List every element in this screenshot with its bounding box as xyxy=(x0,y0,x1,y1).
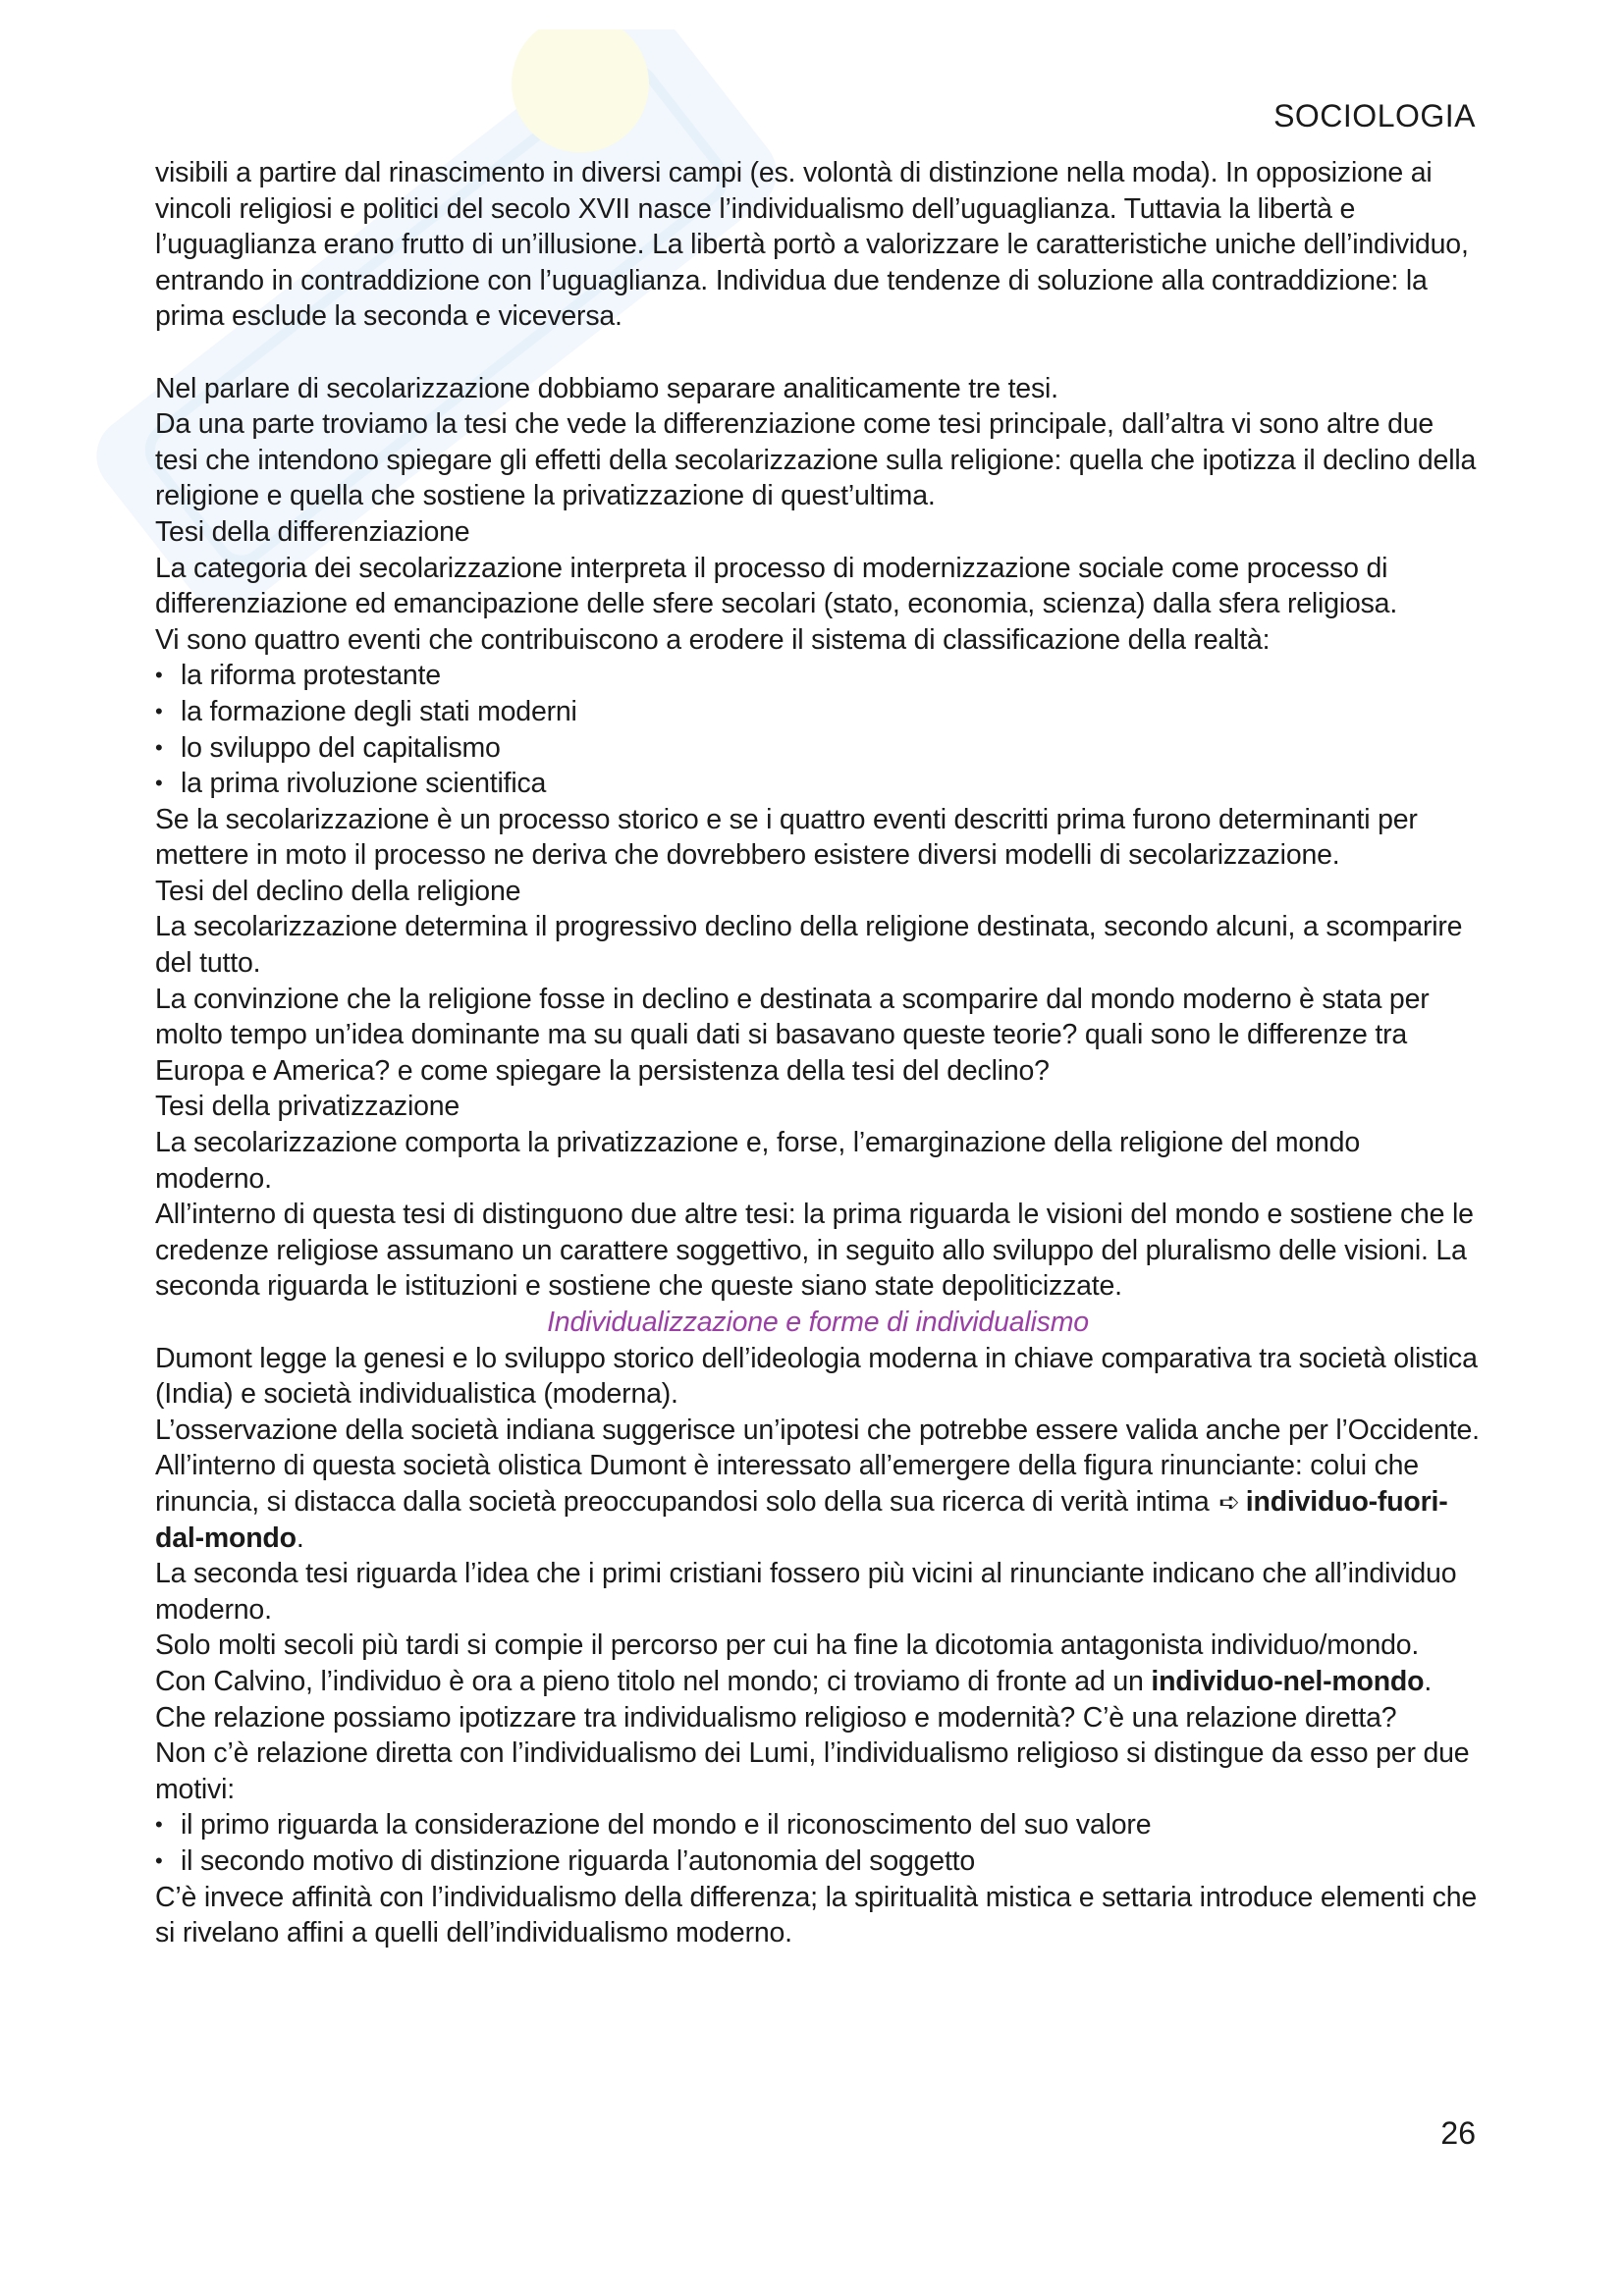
paragraph xyxy=(155,1413,1481,1556)
paragraph: Non c’è relazione diretta con l’individualismo dei Lumi, l’individualismo religioso si distingue da esso per due motivi: xyxy=(155,1737,1470,1805)
paragraph: Da una parte troviamo la tesi che vede la differenziazione come tesi principale, dall’altra vi sono altre due tesi che intendono spiegare gli effetti della secolarizzazione sulla religione: quella che ipotizza il declino della religione e quella che sostiene la privatizzazione di quest’ultima. xyxy=(155,408,1477,512)
page-header-title: SOCIOLOGIA xyxy=(1273,98,1476,133)
list-item: • il primo riguarda la considerazione del mondo e il riconoscimento del suo valore xyxy=(155,1807,1481,1843)
paragraph: Che relazione possiamo ipotizzare tra individualismo religioso e modernità? C’è una relazione diretta? xyxy=(155,1701,1397,1734)
paragraph-text: Con Calvino, l’individuo è ora a pieno titolo nel mondo; ci troviamo di fronte ad un xyxy=(155,1665,1144,1697)
arrow-right-icon: ➪ xyxy=(1218,1486,1240,1517)
punctuation: . xyxy=(296,1522,304,1554)
bold-term: individuo-fuori-dal-mondo xyxy=(155,1485,1448,1554)
paragraph-text: L’osservazione della società indiana suggerisce un’ipotesi che potrebbe essere valida anche per l’Occidente. All’interno di questa società olistica Dumont è interessato all’emergere della figura rinunciante: colui che rinuncia, si distacca dalla società preoccupandosi solo della sua ricerca di verità intima xyxy=(155,1414,1480,1518)
list-item: • il secondo motivo di distinzione riguarda l’autonomia del soggetto xyxy=(155,1843,1481,1880)
subheading-privatizzazione: Tesi della privatizzazione xyxy=(155,1091,460,1123)
paragraph: La convinzione che la religione fosse in declino e destinata a scomparire dal mondo moderno è stata per molto tempo un’idea dominante ma su quali dati si basavano queste teorie? quali sono le differenze tra Europa e America? e come spiegare la persistenza della tesi del declino? xyxy=(155,983,1430,1087)
bold-term: individuo-nel-mondo xyxy=(1151,1665,1425,1697)
paragraph-spacer xyxy=(155,335,1481,371)
paragraph: La secolarizzazione determina il progressivo declino della religione destinata, secondo alcuni, a scomparire del tutto. xyxy=(155,911,1463,980)
list-item: • la formazione degli stati moderni xyxy=(155,694,1481,730)
paragraph: C’è invece affinità con l’individualismo della differenza; la spiritualità mistica e settaria introduce elementi che si rivelano affini a quelli dell’individualismo moderno. xyxy=(155,1881,1478,1949)
subheading-declino: Tesi del declino della religione xyxy=(155,875,521,907)
paragraph: Se la secolarizzazione è un processo storico e se i quattro eventi descritti prima furono determinanti per mettere in moto il processo ne deriva che dovrebbero esistere diversi modelli di secolarizzazione. xyxy=(155,803,1418,872)
paragraph: La seconda tesi riguarda l’idea che i primi cristiani fossero più vicini al rinunciante indicano che all’individuo moderno. xyxy=(155,1558,1457,1626)
motives-list xyxy=(155,1807,1481,1879)
paragraph xyxy=(155,1664,1481,1700)
list-item: • lo sviluppo del capitalismo xyxy=(155,730,1481,767)
paragraph: Vi sono quattro eventi che contribuiscono a erodere il sistema di classificazione della realtà: xyxy=(155,623,1271,656)
events-list xyxy=(155,658,1481,801)
page-number: 26 xyxy=(1440,2115,1476,2151)
list-item: • la riforma protestante xyxy=(155,658,1481,694)
paragraph: La categoria dei secolarizzazione interpreta il processo di modernizzazione sociale come processo di differenziazione ed emancipazione delle sfere secolari (stato, economia, scienza) dalla sfera religiosa. xyxy=(155,552,1398,620)
subheading-differenziazione: Tesi della differenziazione xyxy=(155,515,470,548)
document-body xyxy=(155,155,1481,1951)
section-title: Individualizzazione e forme di individualismo xyxy=(547,1307,1089,1338)
paragraph: La secolarizzazione comporta la privatizzazione e, forse, l’emarginazione della religione del mondo moderno. xyxy=(155,1127,1360,1195)
paragraph: Solo molti secoli più tardi si compie il percorso per cui ha fine la dicotomia antagonista individuo/mondo. xyxy=(155,1629,1420,1662)
paragraph: Dumont legge la genesi e lo sviluppo storico dell’ideologia moderna in chiave comparativa tra società olistica (India) e società individualistica (moderna). xyxy=(155,1342,1478,1411)
paragraph: visibili a partire dal rinascimento in diversi campi (es. volontà di distinzione nella moda). In opposizione ai vincoli religiosi e politici del secolo XVII nasce l’individualismo dell’uguaglianza. Tuttavia la libertà e l’uguaglianza erano frutto di un’illusione. La libertà portò a valorizzare le caratteristiche uniche dell’individuo, entrando in contraddizione con l’uguaglianza. Individua due tendenze di soluzione alla contraddizione: la prima esclude la seconda e viceversa. xyxy=(155,157,1469,333)
punctuation: . xyxy=(1424,1665,1433,1697)
paragraph: Nel parlare di secolarizzazione dobbiamo separare analiticamente tre tesi. xyxy=(155,372,1058,404)
list-item: • la prima rivoluzione scientifica xyxy=(155,766,1481,802)
paragraph: All’interno di questa tesi di distinguono due altre tesi: la prima riguarda le visioni del mondo e sostiene che le credenze religiose assumano un carattere soggettivo, in seguito allo sviluppo del pluralismo delle visioni. La seconda riguarda le istituzioni e sostiene che queste siano state depoliticizzate. xyxy=(155,1199,1474,1303)
